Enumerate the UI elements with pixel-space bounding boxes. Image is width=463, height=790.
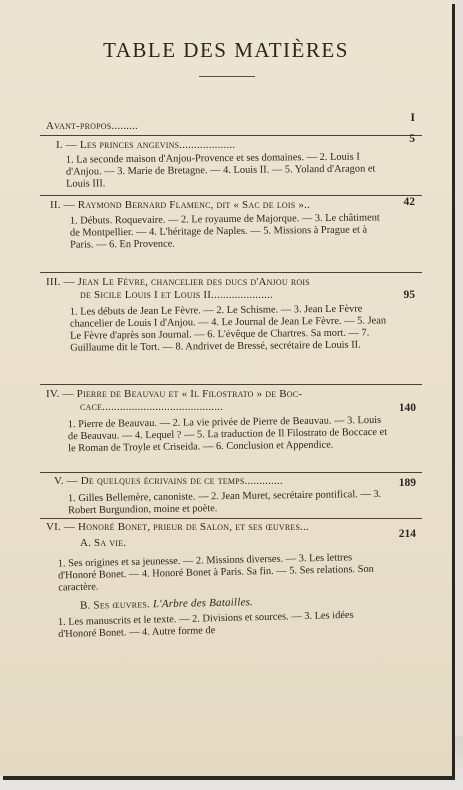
chapter-page: 42 (403, 196, 415, 208)
section-heading: A. Sa vie. (80, 537, 127, 549)
chapter-heading-continued: cace......................................... (80, 401, 224, 413)
separator (40, 384, 422, 385)
avant-propos-heading: Avant-propos......... (46, 120, 138, 132)
chapter-page: 95 (403, 289, 415, 301)
section-heading: B. Ses œuvres. L'Arbre des Batailles. (79, 596, 254, 612)
chapter-page: 214 (398, 528, 416, 540)
separator (40, 195, 422, 196)
chapter-heading: VI. — Honoré Bonet, prieur de Salon, et ses œuvres... (46, 521, 309, 533)
chapter-description: 1. Débuts. Roquevaire. — 2. Le royaume de Majorque. — 3. Le châtiment de Montpellier. — 4. L'héritage de Naples. — 5. Missions à Prague et à Paris. — 6. En Provence. (69, 212, 380, 251)
chapter-heading: I. — Les princes angevins................... (56, 139, 236, 151)
chapter-description: 1. La seconde maison d'Anjou-Provence et ses domaines. — 2. Louis I d'Anjou. — 3. Marie de Bretagne. — 4. Louis II. — 5. Yoland d'Aragon et Louis III. (65, 151, 376, 190)
chapter-page: 5 (409, 133, 415, 145)
separator (40, 518, 422, 519)
chapter-description: 1. Les manuscrits et le texte. — 2. Divisions et sources. — 3. Les idées d'Honoré Bonet. — 4. Autre forme de (57, 609, 354, 640)
separator (40, 472, 422, 473)
chapter-heading: II. — Raymond Bernard Flamenc, dit « Sac de lois ».. (50, 199, 310, 211)
chapter-page: 189 (398, 477, 416, 489)
separator (40, 272, 422, 273)
page-title: TABLE DES MATIÈRES (103, 38, 349, 62)
title-rule (199, 76, 255, 77)
chapter-heading: IV. — Pierre de Beauvau et « Il Filostrato » de Boc- (46, 388, 303, 400)
separator (40, 135, 422, 136)
chapter-page: 140 (398, 402, 416, 414)
chapter-description: 1. Ses origines et sa jeunesse. — 2. Missions diverses. — 3. Les lettres d'Honoré Bonet. — 4. Honoré Bonet à Paris. Sa fin. — 5. Ses relations. Son caractère. (57, 552, 374, 594)
chapter-description: 1. Pierre de Beauvau. — 2. La vie privée de Pierre de Beauvau. — 3. Louis de Beauvau. — 4. Lequel ? — 5. La traduction de Il Filostrato de Boccace et le Roman de Troyle et Criseida. — 6. Conclusion et Appendice. (67, 414, 388, 455)
chapter-heading: III. — Jean Le Fèvre, chancelier des ducs d'Anjou rois (46, 276, 310, 288)
avant-propos-page: I (410, 112, 415, 124)
chapter-heading: V. — De quelques écrivains de ce temps............. (54, 475, 283, 487)
chapter-description: 1. Les débuts de Jean Le Fèvre. — 2. Le Schisme. — 3. Jean Le Fèvre chancelier de Louis I d'Anjou. — 4. Le Journal de Jean Le Fèvre. — 5. Jean Le Fèvre d'après son Journal. — 6. L'évêque de Chartres. Sa mort. — 7. Guillaume dit le Tort. — 8. Andrivet de Bressé, secrétaire de Louis II. (69, 303, 387, 354)
chapter-heading-continued: de Sicile Louis I et Louis II..................... (80, 289, 274, 301)
chapter-description: 1. Gilles Bellemère, canoniste. — 2. Jean Muret, secrétaire pontifical. — 3. Robert Burgundion, moine et poète. (67, 488, 382, 517)
